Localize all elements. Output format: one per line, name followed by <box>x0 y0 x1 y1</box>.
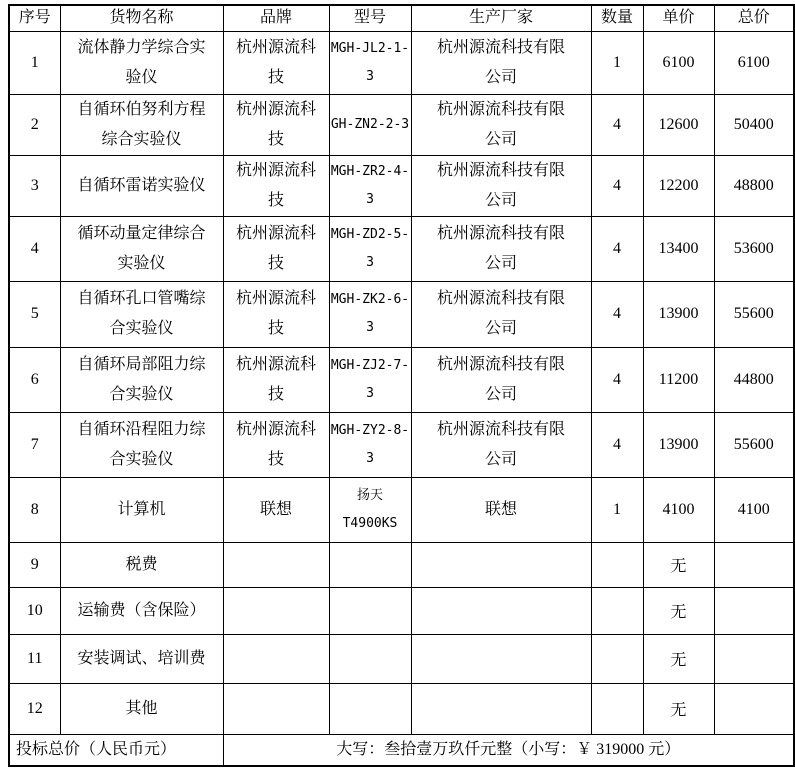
cell-goods-name: 自循环雷诺实验仪 <box>60 155 223 216</box>
header-no: 序号 <box>9 5 60 31</box>
cell-manufacturer: 联想 <box>411 477 591 542</box>
cell-no: 3 <box>9 155 60 216</box>
cell-total-price <box>714 634 794 683</box>
cell-model: MGH-JL2-1-3 <box>329 31 411 94</box>
cell-manufacturer: 杭州源流科技有限公司 <box>411 281 591 347</box>
cell-model <box>329 683 411 734</box>
cell-unit-price: 无 <box>643 634 714 683</box>
cell-unit-price: 11200 <box>643 347 714 412</box>
cell-no: 5 <box>9 281 60 347</box>
cell-manufacturer <box>411 683 591 734</box>
cell-model <box>329 634 411 683</box>
cell-unit-price: 12200 <box>643 155 714 216</box>
cell-qty: 4 <box>591 281 643 347</box>
cell-no: 8 <box>9 477 60 542</box>
header-goods-name: 货物名称 <box>60 5 223 31</box>
cell-unit-price: 4100 <box>643 477 714 542</box>
cell-no: 4 <box>9 216 60 281</box>
cell-unit-price: 13400 <box>643 216 714 281</box>
cell-no: 7 <box>9 412 60 477</box>
cell-unit-price: 6100 <box>643 31 714 94</box>
cell-brand <box>223 634 329 683</box>
cell-total-price: 4100 <box>714 477 794 542</box>
cell-qty: 1 <box>591 477 643 542</box>
cell-manufacturer <box>411 634 591 683</box>
cell-total-price: 6100 <box>714 31 794 94</box>
cell-brand <box>223 683 329 734</box>
cell-unit-price: 无 <box>643 542 714 587</box>
cell-no: 6 <box>9 347 60 412</box>
cell-model: MGH-ZY2-8-3 <box>329 412 411 477</box>
cell-qty: 4 <box>591 412 643 477</box>
table-row <box>9 155 794 216</box>
cell-total-price: 55600 <box>714 281 794 347</box>
cell-goods-name: 流体静力学综合实验仪 <box>60 31 223 94</box>
cell-brand: 杭州源流科技 <box>223 347 329 412</box>
table-row <box>9 281 794 347</box>
cell-goods-name: 自循环孔口管嘴综合实验仪 <box>60 281 223 347</box>
cell-qty <box>591 542 643 587</box>
bid-price-table <box>8 4 795 767</box>
header-qty: 数量 <box>591 5 643 31</box>
cell-manufacturer: 杭州源流科技有限公司 <box>411 155 591 216</box>
cell-total-price <box>714 683 794 734</box>
header-brand: 品牌 <box>223 5 329 31</box>
cell-goods-name: 计算机 <box>60 477 223 542</box>
cell-brand: 杭州源流科技 <box>223 281 329 347</box>
table-row <box>9 94 794 155</box>
cell-total-price <box>714 587 794 634</box>
total-bid-price-value: 大写：叁拾壹万玖仟元整（小写：￥ 319000 元） <box>223 734 794 766</box>
cell-goods-name: 运输费（含保险） <box>60 587 223 634</box>
cell-total-price: 50400 <box>714 94 794 155</box>
cell-qty: 4 <box>591 347 643 412</box>
cell-goods-name: 自循环伯努利方程综合实验仪 <box>60 94 223 155</box>
cell-model: MGH-ZJ2-7-3 <box>329 347 411 412</box>
cell-brand <box>223 542 329 587</box>
cell-qty: 4 <box>591 216 643 281</box>
cell-manufacturer: 杭州源流科技有限公司 <box>411 216 591 281</box>
header-manufacturer: 生产厂家 <box>411 5 591 31</box>
cell-model <box>329 587 411 634</box>
cell-goods-name: 安装调试、培训费 <box>60 634 223 683</box>
cell-unit-price: 12600 <box>643 94 714 155</box>
table-row <box>9 634 794 683</box>
cell-brand: 杭州源流科技 <box>223 155 329 216</box>
table-row <box>9 587 794 634</box>
cell-brand: 杭州源流科技 <box>223 94 329 155</box>
cell-manufacturer: 杭州源流科技有限公司 <box>411 347 591 412</box>
cell-model: GH-ZN2-2-3 <box>329 94 411 155</box>
header-model: 型号 <box>329 5 411 31</box>
table-row <box>9 412 794 477</box>
cell-unit-price: 13900 <box>643 412 714 477</box>
cell-unit-price: 无 <box>643 683 714 734</box>
cell-qty: 4 <box>591 155 643 216</box>
cell-brand: 杭州源流科技 <box>223 216 329 281</box>
cell-total-price: 44800 <box>714 347 794 412</box>
cell-total-price: 55600 <box>714 412 794 477</box>
cell-no: 1 <box>9 31 60 94</box>
cell-total-price: 48800 <box>714 155 794 216</box>
cell-no: 2 <box>9 94 60 155</box>
table-row <box>9 31 794 94</box>
cell-brand: 联想 <box>223 477 329 542</box>
cell-brand: 杭州源流科技 <box>223 31 329 94</box>
cell-no: 9 <box>9 542 60 587</box>
total-bid-price-label: 投标总价（人民币元） <box>9 734 223 766</box>
cell-goods-name: 自循环局部阻力综合实验仪 <box>60 347 223 412</box>
cell-manufacturer: 杭州源流科技有限公司 <box>411 31 591 94</box>
header-row <box>9 5 794 31</box>
cell-total-price <box>714 542 794 587</box>
cell-no: 10 <box>9 587 60 634</box>
cell-model: MGH-ZD2-5-3 <box>329 216 411 281</box>
cell-qty <box>591 634 643 683</box>
cell-unit-price: 无 <box>643 587 714 634</box>
table-row <box>9 477 794 542</box>
cell-model: MGH-ZK2-6-3 <box>329 281 411 347</box>
summary-row <box>9 734 794 766</box>
cell-unit-price: 13900 <box>643 281 714 347</box>
cell-manufacturer: 杭州源流科技有限公司 <box>411 412 591 477</box>
cell-manufacturer <box>411 587 591 634</box>
cell-no: 11 <box>9 634 60 683</box>
cell-no: 12 <box>9 683 60 734</box>
cell-goods-name: 自循环沿程阻力综合实验仪 <box>60 412 223 477</box>
table-row <box>9 347 794 412</box>
cell-qty <box>591 683 643 734</box>
table-row <box>9 542 794 587</box>
cell-qty <box>591 587 643 634</box>
cell-qty: 4 <box>591 94 643 155</box>
cell-manufacturer: 杭州源流科技有限公司 <box>411 94 591 155</box>
cell-total-price: 53600 <box>714 216 794 281</box>
cell-brand: 杭州源流科技 <box>223 412 329 477</box>
cell-model <box>329 542 411 587</box>
cell-goods-name: 税费 <box>60 542 223 587</box>
cell-model: MGH-ZR2-4-3 <box>329 155 411 216</box>
cell-goods-name: 循环动量定律综合实验仪 <box>60 216 223 281</box>
cell-qty: 1 <box>591 31 643 94</box>
cell-brand <box>223 587 329 634</box>
header-total-price: 总价 <box>714 5 794 31</box>
cell-goods-name: 其他 <box>60 683 223 734</box>
cell-manufacturer <box>411 542 591 587</box>
cell-model: 扬天 T4900KS <box>329 477 411 542</box>
table-row <box>9 216 794 281</box>
table-row <box>9 683 794 734</box>
header-unit-price: 单价 <box>643 5 714 31</box>
